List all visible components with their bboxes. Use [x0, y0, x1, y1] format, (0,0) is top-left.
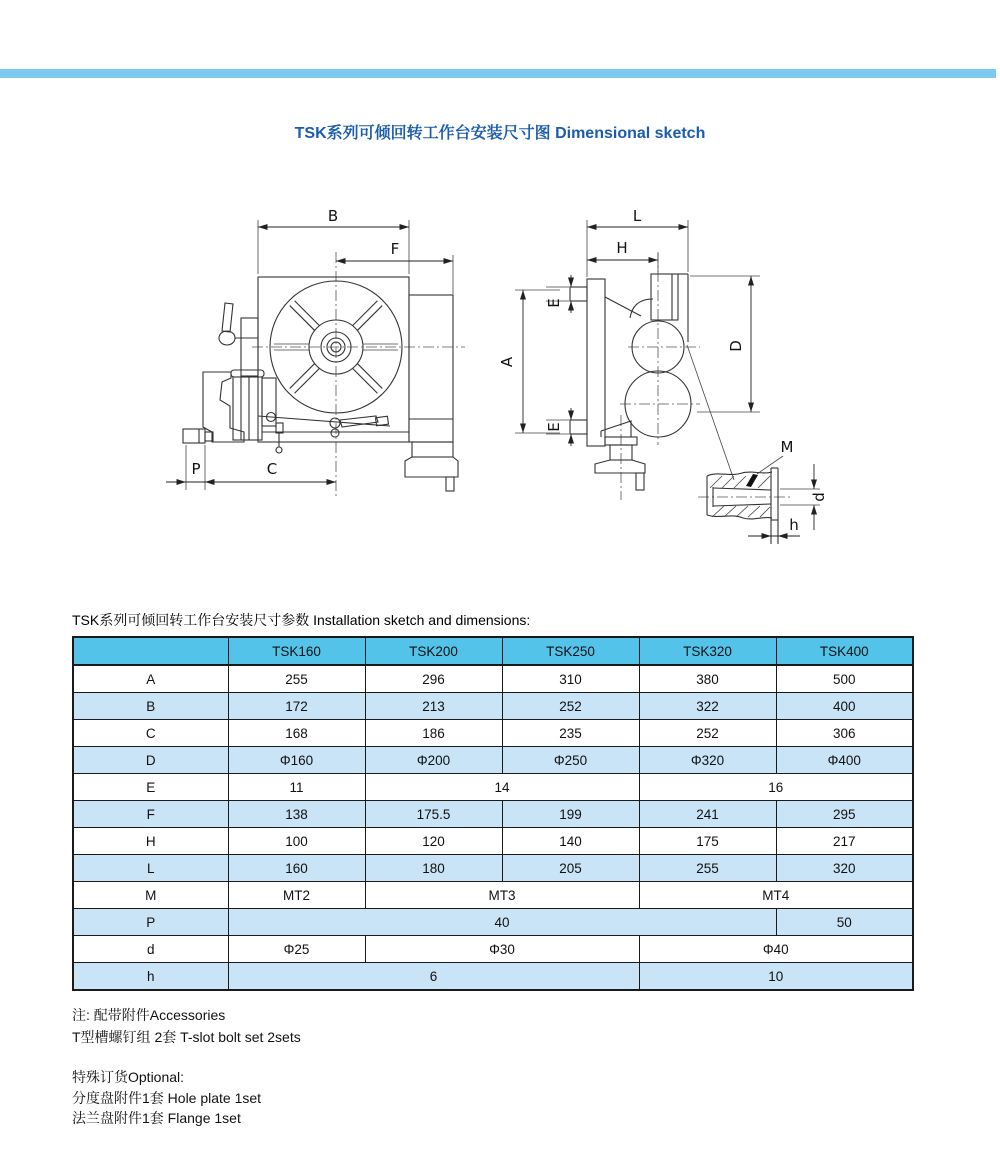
- cell: 16: [639, 774, 913, 801]
- thread-marker: [746, 474, 758, 487]
- section-hatching: [710, 476, 770, 517]
- table-row: [73, 774, 913, 801]
- dim-label-L: L: [632, 207, 642, 225]
- cell: 205: [502, 855, 639, 882]
- row-label: E: [73, 774, 228, 801]
- cell: Φ30: [365, 936, 639, 963]
- dim-label-D: D: [727, 340, 745, 352]
- cell: Φ250: [502, 747, 639, 774]
- table-row: [73, 855, 913, 882]
- table-header-row: [73, 637, 913, 665]
- row-label: F: [73, 801, 228, 828]
- row-label: H: [73, 828, 228, 855]
- cell: Φ200: [365, 747, 502, 774]
- accessories-note-item: T型槽螺钉组 2套 T-slot bolt set 2sets: [72, 1029, 301, 1045]
- cell: 310: [502, 665, 639, 693]
- front-view: [166, 207, 465, 497]
- cell: 199: [502, 801, 639, 828]
- cell: 175.5: [365, 801, 502, 828]
- dim-label-B: B: [327, 207, 339, 225]
- accessories-note-title: 注: 配带附件Accessories: [72, 1007, 226, 1023]
- cell: 14: [365, 774, 639, 801]
- cell: 322: [639, 693, 776, 720]
- dim-label-d: d: [810, 492, 828, 502]
- cell: MT2: [228, 882, 365, 909]
- cell: 255: [639, 855, 776, 882]
- cell: 138: [228, 801, 365, 828]
- header-cell: [73, 637, 228, 665]
- cell: 11: [228, 774, 365, 801]
- table-row: [73, 909, 913, 936]
- taper-detail: [698, 438, 828, 544]
- cell: 306: [776, 720, 913, 747]
- header-cell: TSK160: [228, 637, 365, 665]
- row-label: B: [73, 693, 228, 720]
- header-cell: TSK200: [365, 637, 502, 665]
- cell: 217: [776, 828, 913, 855]
- cell: 296: [365, 665, 502, 693]
- header-cell: TSK320: [639, 637, 776, 665]
- dim-label-M: M: [780, 438, 794, 456]
- dim-label-H: H: [616, 239, 628, 257]
- table-row: [73, 665, 913, 693]
- cell: MT3: [365, 882, 639, 909]
- cell: 500: [776, 665, 913, 693]
- cell: 10: [639, 963, 913, 991]
- table-row: [73, 882, 913, 909]
- row-label: A: [73, 665, 228, 693]
- cell: 172: [228, 693, 365, 720]
- cell: MT4: [639, 882, 913, 909]
- dim-label-E-top: E: [545, 298, 563, 308]
- cell: 168: [228, 720, 365, 747]
- cell: 100: [228, 828, 365, 855]
- handwheel: [183, 318, 283, 453]
- table-row: [73, 747, 913, 774]
- cell: Φ40: [639, 936, 913, 963]
- row-label: M: [73, 882, 228, 909]
- cell: Φ160: [228, 747, 365, 774]
- cell: Φ400: [776, 747, 913, 774]
- dim-label-A: A: [498, 356, 516, 368]
- row-label: C: [73, 720, 228, 747]
- dim-label-C: C: [266, 460, 278, 478]
- cell: 400: [776, 693, 913, 720]
- table-row: [73, 801, 913, 828]
- optional-note-item: 法兰盘附件1套 Flange 1set: [72, 1110, 241, 1126]
- dim-label-P: P: [191, 460, 201, 478]
- page-title: TSK系列可倾回转工作台安装尺寸图 Dimensional sketch: [294, 125, 706, 142]
- dim-label-E-bottom: E: [545, 422, 563, 432]
- table-caption: TSK系列可倾回转工作台安装尺寸参数 Installation sketch and dimensions:: [72, 612, 531, 628]
- row-label: h: [73, 963, 228, 991]
- cell: 252: [639, 720, 776, 747]
- cell: 50: [776, 909, 913, 936]
- row-label: d: [73, 936, 228, 963]
- cell: 175: [639, 828, 776, 855]
- detail-leader-line: [687, 345, 734, 480]
- cell: 320: [776, 855, 913, 882]
- header-cell: TSK400: [776, 637, 913, 665]
- table-row: [73, 693, 913, 720]
- cell: Φ25: [228, 936, 365, 963]
- cell: 120: [365, 828, 502, 855]
- cell: 252: [502, 693, 639, 720]
- side-clamp: [595, 421, 645, 490]
- header-cell: TSK250: [502, 637, 639, 665]
- row-label: L: [73, 855, 228, 882]
- accent-bar: [0, 69, 996, 78]
- cell: 213: [365, 693, 502, 720]
- cell: 6: [228, 963, 639, 991]
- cell: 255: [228, 665, 365, 693]
- optional-note-title: 特殊订货Optional:: [72, 1069, 185, 1085]
- cell: 295: [776, 801, 913, 828]
- cell: Φ320: [639, 747, 776, 774]
- table-row: [73, 963, 913, 991]
- cell: 235: [502, 720, 639, 747]
- dimensional-sketch: [0, 150, 1000, 610]
- cell: 380: [639, 665, 776, 693]
- table-row: [73, 828, 913, 855]
- cell: 180: [365, 855, 502, 882]
- row-label: P: [73, 909, 228, 936]
- base-foot: [405, 442, 458, 491]
- table-row: [73, 720, 913, 747]
- table-row: [73, 936, 913, 963]
- clamp-lever: [219, 303, 258, 345]
- cell: 186: [365, 720, 502, 747]
- cell: 140: [502, 828, 639, 855]
- dimensions-table: [72, 636, 914, 991]
- cell: 241: [639, 801, 776, 828]
- cell: 160: [228, 855, 365, 882]
- dim-label-F: F: [390, 240, 400, 258]
- dim-label-h: h: [789, 516, 799, 534]
- row-label: D: [73, 747, 228, 774]
- optional-note-item: 分度盘附件1套 Hole plate 1set: [72, 1090, 262, 1106]
- side-view: [498, 207, 760, 500]
- cell: 40: [228, 909, 776, 936]
- side-dimensions: [498, 207, 760, 446]
